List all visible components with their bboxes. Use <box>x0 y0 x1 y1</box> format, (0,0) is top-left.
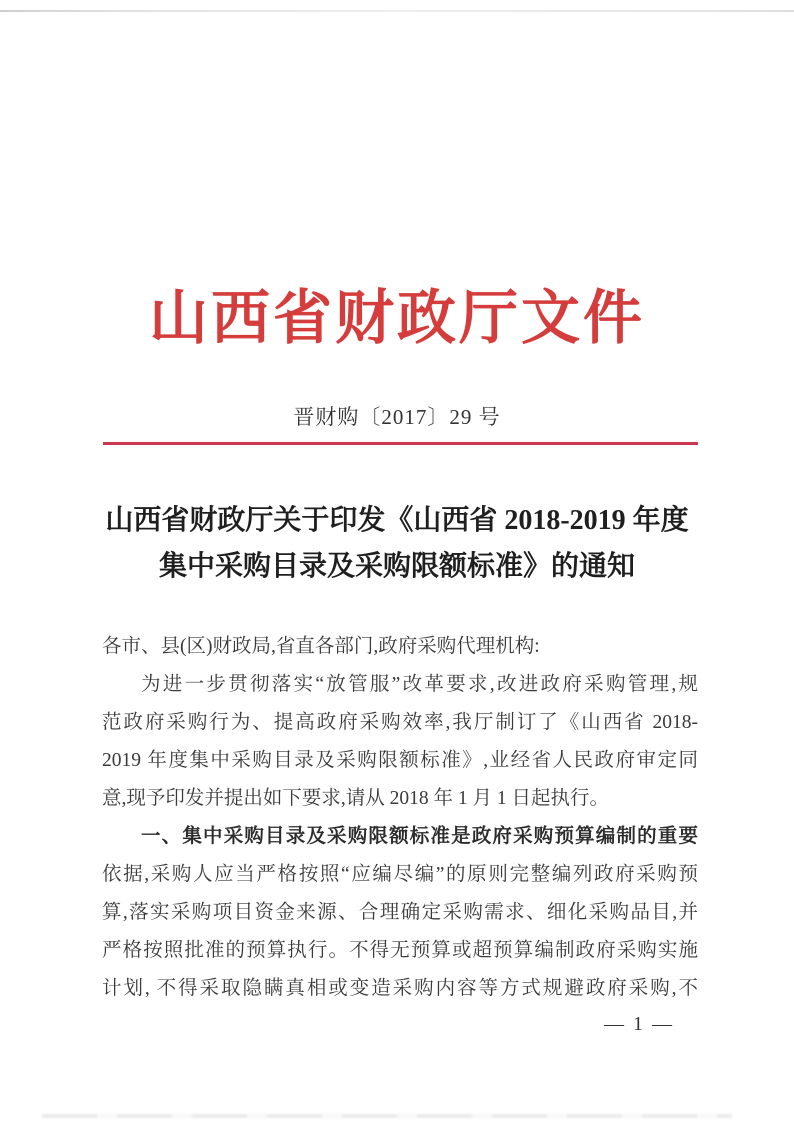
document-title <box>60 498 734 590</box>
body-line: 意,现予印发并提出如下要求,请从 2018 年 1 月 1 日起执行。 <box>102 788 610 809</box>
document-title-line2: 集中采购目录及采购限额标准》的通知 <box>158 551 635 582</box>
red-divider-rule <box>103 442 698 445</box>
scan-artifact-top <box>0 10 794 12</box>
body-line: 一、集中采购目录及采购限额标准是政府采购预算编制的重要 <box>141 826 698 847</box>
body-line: 计划, 不得采取隐瞒真相或变造采购内容等方式规避政府采购,不 <box>102 978 698 999</box>
agency-header: 山西省财政厅文件 <box>148 285 645 351</box>
body-line: 依据,采购人应当严格按照“应编尽编”的原则完整编列政府采购预 <box>102 864 698 885</box>
document-title-line1: 山西省财政厅关于印发《山西省 2018-2019 年度 <box>105 505 689 536</box>
body-line: 各市、县(区)财政局,省直各部门,政府采购代理机构: <box>102 636 540 657</box>
body-line: 范政府采购行为、提高政府采购效率,我厅制订了《山西省 2018- <box>102 712 698 733</box>
body-text <box>102 628 698 1008</box>
body-line: 2019 年度集中采购目录及采购限额标准》,业经省人民政府审定同 <box>102 750 698 771</box>
page-number: — 1 — <box>604 1013 674 1035</box>
body-line: 为进一步贯彻落实“放管服”改革要求,改进政府采购管理,规 <box>141 674 698 695</box>
body-line: 算,落实采购项目资金来源、合理确定采购需求、细化采购品目,并 <box>102 902 698 923</box>
document-number: 晋财购〔2017〕29 号 <box>293 405 501 429</box>
scan-artifact-bottom <box>42 1114 732 1118</box>
body-line: 严格按照批准的预算执行。不得无预算或超预算编制政府采购实施 <box>102 940 698 961</box>
